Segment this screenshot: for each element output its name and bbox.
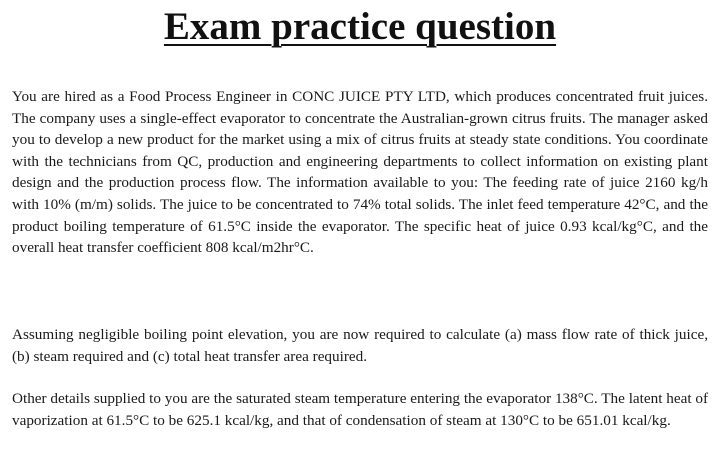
problem-statement-paragraph: You are hired as a Food Process Engineer in CONC JUICE PTY LTD, which produces concentrated fruit juices. The company uses a single-effect evaporator to concentrate the Australian-grown citrus fruits. The manager asked you to develop a new product for the market using a mix of citrus fruits at steady state conditions. You coordinate with the technicians from QC, production and engineering departments to collect information on existing plant design and the production process flow. The information available to you: The feeding rate of juice 2160 kg/h with 10% (m/m) solids. The juice to be concentrated to 74% total solids. The inlet feed temperature 42°C, and the product boiling temperature of 61.5°C inside the evaporator. The specific heat of juice 0.93 kcal/kg°C, and the overall heat transfer coefficient 808 kcal/m2hr°C. <box>12 88 708 257</box>
page-title: Exam practice question <box>163 5 557 48</box>
additional-details-paragraph: Other details supplied to you are the saturated steam temperature entering the evaporator 138°C. The latent heat of vaporization at 61.5°C to be 625.1 kcal/kg, and that of condensation of steam at 130°C to be 651.01 kcal/kg. <box>12 390 708 429</box>
task-paragraph: Assuming negligible boiling point elevation, you are now required to calculate (a) mass flow rate of thick juice, (b) steam required and (c) total heat transfer area required. <box>12 326 708 365</box>
